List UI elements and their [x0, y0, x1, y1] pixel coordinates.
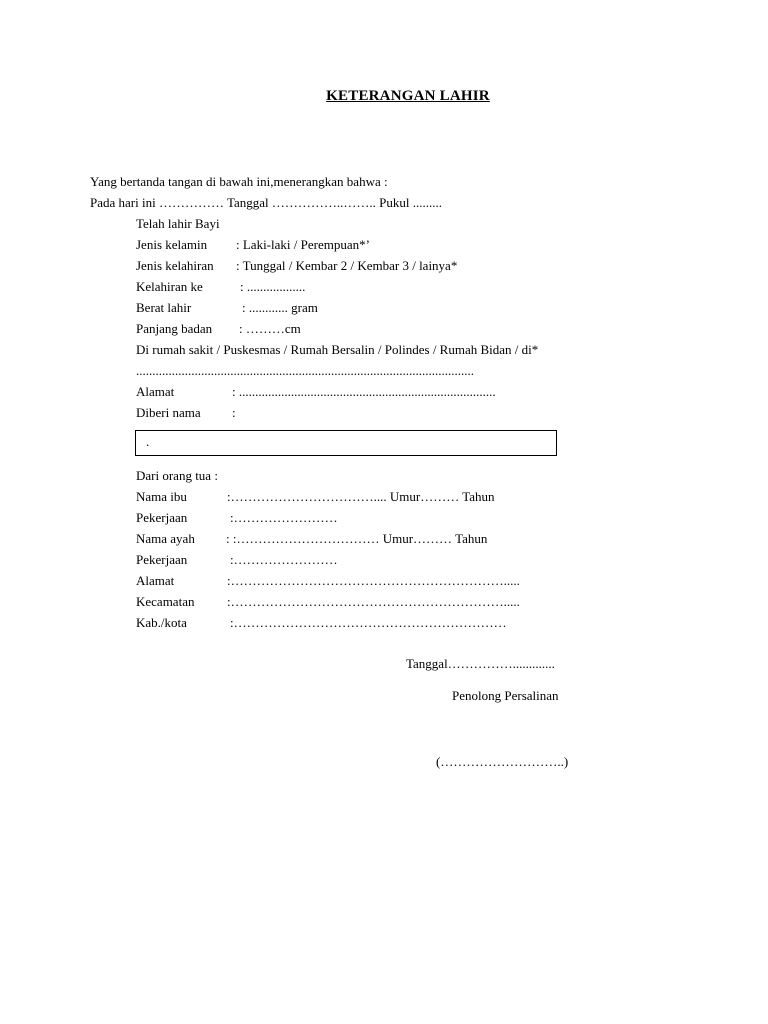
address-value: : ...............................................................................	[232, 384, 496, 399]
field-label-city: Kab./kota	[136, 615, 187, 630]
name-label: Diberi nama	[136, 405, 201, 420]
field-label-birth-type: Jenis kelahiran	[136, 258, 214, 273]
field-label-father-job: Pekerjaan	[136, 552, 188, 567]
field-value-birth-type: : Tunggal / Kembar 2 / Kembar 3 / lainya*	[236, 258, 458, 273]
date-line: Tanggal…………….............	[406, 656, 555, 671]
field-label-parent-address: Alamat	[136, 573, 175, 588]
field-label-birth-order: Kelahiran ke	[136, 279, 203, 294]
field-value-father-job: :……………………	[230, 552, 338, 567]
field-label-father-name: Nama ayah	[136, 531, 195, 546]
field-value-birth-order: : ..................	[240, 279, 306, 294]
parents-heading: Dari orang tua :	[136, 468, 218, 483]
field-value-length: : ………cm	[239, 321, 301, 336]
field-value-gender: : Laki-laki / Perempuan*’	[236, 237, 370, 252]
name-colon: :	[232, 405, 236, 420]
field-label-mother-job: Pekerjaan	[136, 510, 188, 525]
field-value-city: :………………………………………………………	[230, 615, 507, 630]
field-label-mother-name: Nama ibu	[136, 489, 187, 504]
document-title: KETERANGAN LAHIR	[326, 88, 490, 104]
field-label-gender: Jenis kelamin	[136, 237, 208, 252]
signer-title: Penolong Persalinan	[452, 688, 559, 703]
field-value-mother-name: :…………………………….... Umur……… Tahun	[227, 489, 495, 504]
intro-line-1: Yang bertanda tangan di bawah ini,menerangkan bahwa :	[90, 174, 388, 189]
place-dots: ........................................................................................................	[136, 363, 474, 378]
born-heading: Telah lahir Bayi	[136, 216, 220, 231]
baby-name-box[interactable]	[135, 430, 557, 456]
field-value-father-name: : :…………………………… Umur……… Tahun	[226, 531, 488, 546]
field-value-mother-job: :……………………	[230, 510, 338, 525]
field-label-length: Panjang badan	[136, 321, 213, 336]
place-line: Di rumah sakit / Puskesmas / Rumah Bersalin / Polindes / Rumah Bidan / di*	[136, 342, 539, 357]
signature-line: (………………………..)	[436, 754, 569, 769]
baby-name-value: .	[146, 434, 150, 449]
field-value-parent-address: :……………………………………………………….....	[227, 573, 520, 588]
field-label-weight: Berat lahir	[136, 300, 192, 315]
address-label: Alamat	[136, 384, 175, 399]
field-value-weight: : ............ gram	[242, 300, 318, 315]
field-value-district: :……………………………………………………….....	[227, 594, 520, 609]
field-label-district: Kecamatan	[136, 594, 195, 609]
intro-line-2: Pada hari ini …………… Tanggal ……………..…….. Pukul .........	[90, 195, 442, 210]
